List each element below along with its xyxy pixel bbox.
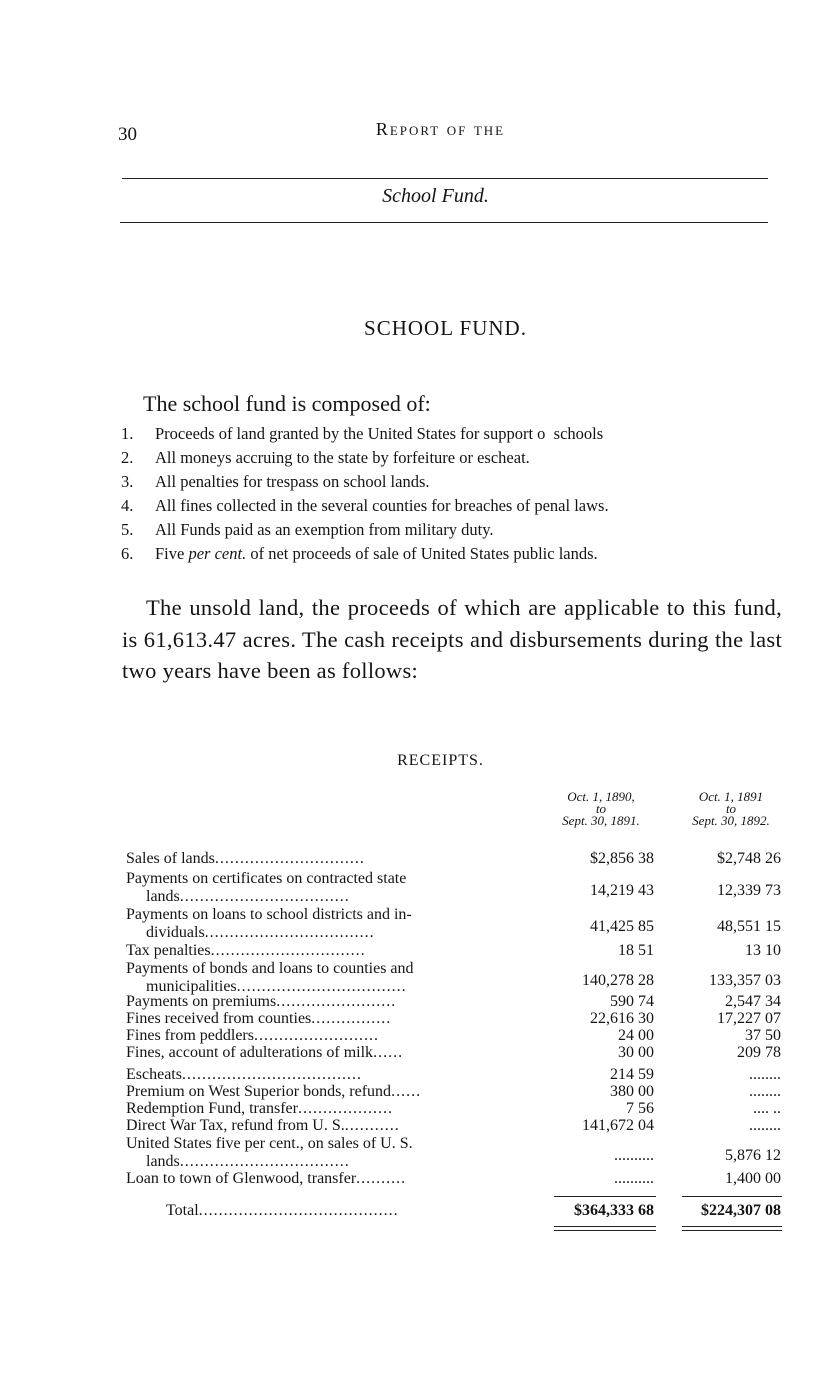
- item-number: 1.: [121, 424, 134, 443]
- row-label-line1: Sales of lands: [126, 850, 215, 867]
- value-1891-92: ........: [749, 1083, 781, 1100]
- item-number: 6.: [121, 544, 134, 563]
- header-rule-bottom: [120, 222, 768, 223]
- value-1890-91: 18 51: [618, 942, 654, 959]
- row-label: [126, 1027, 531, 1045]
- item-text: Five: [155, 544, 189, 563]
- item-text: All fines collected in the several counties for breaches of penal laws.: [155, 496, 609, 515]
- row-label: [126, 906, 531, 942]
- row-label-line1: Payments on loans to school districts and in-: [126, 906, 412, 923]
- row-label: [126, 993, 531, 1011]
- row-label-line2: dividuals: [146, 924, 205, 941]
- row-label-line1: Direct War Tax, refund from U. S.: [126, 1117, 345, 1134]
- leader-dots: ...........: [344, 1117, 400, 1134]
- value-1890-91: 30 00: [618, 1044, 654, 1061]
- row-label-line1: Payments on premiums: [126, 993, 277, 1010]
- row-label-line1: Fines, account of adulterations of milk: [126, 1044, 374, 1061]
- row-label: [126, 1083, 531, 1101]
- section-subhead: School Fund.: [382, 185, 489, 207]
- row-label: [126, 1044, 531, 1062]
- leader-dots: ..................................: [204, 924, 375, 941]
- row-label-line1: Fines from peddlers: [126, 1027, 254, 1044]
- item-number: 4.: [121, 496, 134, 515]
- leader-dots: ....................................: [181, 1066, 362, 1083]
- leader-dots: ..................................: [179, 888, 350, 905]
- value-1891-92: 133,357 03: [709, 972, 781, 989]
- value-1891-92: 17,227 07: [717, 1010, 781, 1027]
- item-text: All penalties for trespass on school lands.: [155, 472, 430, 491]
- item-italic-text: per cent.: [188, 544, 247, 563]
- value-1891-92: 12,339 73: [717, 882, 781, 899]
- row-label-line2: lands: [146, 1153, 180, 1170]
- value-1890-91: 41,425 85: [590, 918, 654, 935]
- leader-dots: ........................................: [198, 1202, 399, 1219]
- row-label-line2: municipalities: [146, 978, 237, 995]
- value-1890-91: 7 56: [626, 1100, 654, 1117]
- row-label: [126, 1170, 531, 1188]
- item-number: 3.: [121, 472, 134, 491]
- column-header-1890-91: Oct. 1, 1890, to Sept. 30, 1891.: [562, 789, 640, 828]
- leader-dots: ..............................: [214, 850, 365, 867]
- value-1890-91: 140,278 28: [582, 972, 654, 989]
- body-paragraph: The unsold land, the proceeds of which are applicable to this fund, is 61,613.47 acres. The cash receipts and disbursements during the last two years have been as follows:: [122, 595, 782, 683]
- leader-dots: ........................: [276, 993, 397, 1010]
- composition-item: [121, 422, 801, 446]
- intro-text: The school fund is composed of:: [143, 391, 431, 416]
- leader-dots: ...............................: [210, 942, 366, 959]
- value-1890-91: 22,616 30: [590, 1010, 654, 1027]
- sum-rule-1: [554, 1196, 656, 1197]
- item-number: 5.: [121, 520, 134, 539]
- row-label-line1: Redemption Fund, transfer: [126, 1100, 298, 1117]
- leader-dots: ..........: [356, 1170, 407, 1187]
- item-text-after: of net proceeds of sale of United States public lands.: [246, 544, 598, 563]
- value-1891-92: ........: [749, 1117, 781, 1134]
- row-label: [126, 942, 531, 960]
- leader-dots: .........................: [253, 1027, 379, 1044]
- row-label-line1: United States five per cent., on sales of U. S.: [126, 1135, 413, 1152]
- total-label-text: Total: [166, 1202, 199, 1219]
- total-1890-91: $364,333 68: [574, 1202, 654, 1219]
- leader-dots: ...................: [297, 1100, 393, 1117]
- running-head: Report of the: [375, 119, 506, 139]
- row-label: [126, 870, 531, 906]
- sum-rule-2: [682, 1196, 782, 1197]
- leader-dots: ..................................: [236, 978, 407, 995]
- item-text: Proceeds of land granted by the United States for support o schools: [155, 424, 604, 443]
- row-label: [126, 1100, 531, 1118]
- leader-dots: ......: [391, 1083, 422, 1100]
- value-1891-92: 13 10: [745, 942, 781, 959]
- leader-dots: ................: [311, 1010, 392, 1027]
- composition-list: [121, 422, 801, 566]
- total-1891-92: $224,307 08: [701, 1202, 781, 1219]
- value-1891-92: 2,547 34: [725, 993, 781, 1010]
- composition-item: [121, 518, 801, 542]
- value-1890-91: 380 00: [610, 1083, 654, 1100]
- total-underline-2: [682, 1226, 782, 1231]
- row-label: [126, 1135, 531, 1171]
- value-1891-92: 5,876 12: [725, 1147, 781, 1164]
- row-label-line2: lands: [146, 888, 180, 905]
- value-1890-91: 590 74: [610, 993, 654, 1010]
- row-label-line1: Premium on West Superior bonds, refund: [126, 1083, 392, 1100]
- value-1890-91: $2,856 38: [590, 850, 654, 867]
- row-label: [126, 1066, 531, 1084]
- row-label-line1: Payments on certificates on contracted state: [126, 870, 407, 887]
- row-label: [126, 1010, 531, 1028]
- column-header-1891-92: Oct. 1, 1891 to Sept. 30, 1892.: [692, 789, 770, 828]
- total-label: [126, 1202, 571, 1220]
- composition-item: [121, 446, 801, 470]
- row-label-line1: Loan to town of Glenwood, transfer: [126, 1170, 357, 1187]
- row-label-line1: Fines received from counties: [126, 1010, 312, 1027]
- row-label-line1: Tax penalties: [126, 942, 211, 959]
- composition-item: [121, 542, 801, 566]
- leader-dots: ..................................: [179, 1153, 350, 1170]
- page-number: 30: [118, 124, 137, 145]
- total-underline-1: [554, 1226, 656, 1231]
- composition-item: [121, 494, 801, 518]
- value-1891-92: 48,551 15: [717, 918, 781, 935]
- value-1890-91: 24 00: [618, 1027, 654, 1044]
- item-text: All moneys accruing to the state by forfeiture or escheat.: [155, 448, 530, 467]
- row-label: [126, 960, 531, 996]
- leader-dots: ......: [373, 1044, 404, 1061]
- row-label: [126, 1117, 531, 1135]
- value-1891-92: $2,748 26: [717, 850, 781, 867]
- row-label-line1: Payments of bonds and loans to counties and: [126, 960, 414, 977]
- row-label: [126, 850, 531, 868]
- value-1890-91: 214 59: [610, 1066, 654, 1083]
- value-1891-92: .... ..: [753, 1100, 781, 1117]
- page-title: SCHOOL FUND.: [364, 316, 527, 340]
- row-label-line1: Escheats: [126, 1066, 182, 1083]
- value-1890-91: ..........: [614, 1147, 654, 1164]
- header-rule-top: [122, 178, 768, 179]
- item-text: All Funds paid as an exemption from military duty.: [155, 520, 494, 539]
- value-1890-91: 14,219 43: [590, 882, 654, 899]
- value-1891-92: 1,400 00: [725, 1170, 781, 1187]
- composition-item: [121, 470, 801, 494]
- value-1891-92: ........: [749, 1066, 781, 1083]
- value-1890-91: 141,672 04: [582, 1117, 654, 1134]
- value-1890-91: ..........: [614, 1170, 654, 1187]
- value-1891-92: 209 78: [737, 1044, 781, 1061]
- receipts-heading: RECEIPTS.: [397, 752, 484, 769]
- item-number: 2.: [121, 448, 134, 467]
- value-1891-92: 37 50: [745, 1027, 781, 1044]
